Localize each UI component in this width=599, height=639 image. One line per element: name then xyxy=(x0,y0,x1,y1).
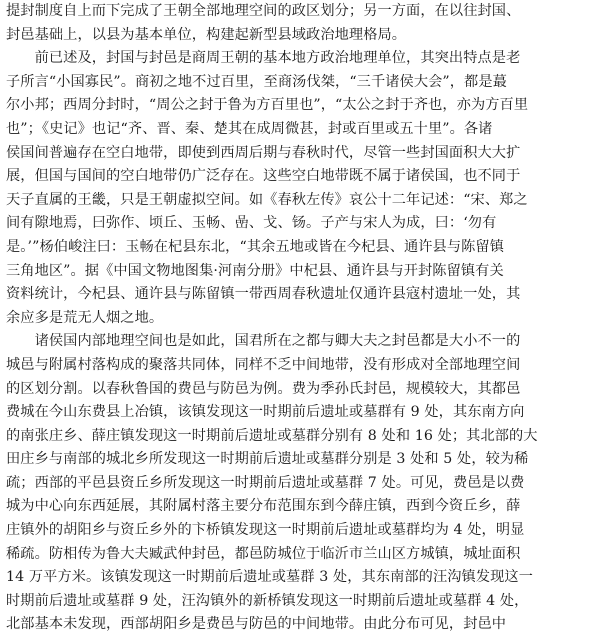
text-line: 费城在今山东费县上冶镇，该镇发现这一时期前后遗址或墓群有 9 处，其东南方向 xyxy=(6,404,525,421)
text-line: 资料统计，今杞县、通许县与陈留镇一带西周春秋遗址仅通许县寇村遗址一处，其 xyxy=(6,286,521,303)
text-line: 14 万平方米。该镇发现这一时期前后遗址或墓群 3 处，其东南部的汪沟镇发现这一 xyxy=(6,569,533,586)
text-line: 尔小邦；西周分封时，“周公之封于鲁为方百里也”，“太公之封于齐也，亦为方百里 xyxy=(6,97,529,114)
text-line: 天子直属的王畿，只是王朝虚拟空间。如《春秋左传》哀公十二年记述：“宋、郑之 xyxy=(6,191,528,208)
text-line: 间有隙地焉，曰弥作、顷丘、玉畅、嵒、戈、钖。子产与宋人为成，曰：‘勿有 xyxy=(6,215,497,232)
text-line: 子所言“小国寡民”。商初之地不过百里，至商汤伐桀，“三千诸侯大会”，都是蕞 xyxy=(6,73,507,90)
text-line: 的南张庄乡、薛庄镇发现这一时期前后遗址或墓群分别有 8 处和 16 处；其北部的大 xyxy=(6,427,538,444)
text-line: 城为中心向东西延展，其附属村落主要分布范围东到今薛庄镇，西到今资丘乡，薛 xyxy=(6,498,521,515)
text-line: 时期前后遗址或墓群 9 处，汪沟镇外的新桥镇发现这一时期前后遗址或墓群 4 处， xyxy=(6,592,529,609)
text-line: 城邑与附属村落构成的聚落共同体，同样不乏中间地带，没有形成对全部地理空间 xyxy=(6,356,521,373)
text-line: 展，但国与国间的空白地带仍广泛存在。这些空白地带既不属于诸侯国，也不同于 xyxy=(6,168,521,185)
text-line: 是。’”杨伯峻注曰：玉畅在杞县东北，“其余五地或皆在今杞县、通许县与陈留镇 xyxy=(6,238,504,255)
text-line: 疏；西部的平邑县资丘乡所发现这一时期前后遗址或墓群 7 处。可见，费邑是以费 xyxy=(6,474,525,491)
text-line: 侯国间普遍存在空白地带，即使到西周后期与春秋时代，尽管一些封国面积大大扩 xyxy=(6,144,521,161)
paragraph-start-line: 前已述及，封国与封邑是商周王朝的基本地方政治地理单位，其突出特点是老 xyxy=(6,50,521,67)
text-line: 田庄乡与南部的城北乡所发现这一时期前后遗址或墓群分别是 3 处和 5 处，较为稀 xyxy=(6,451,529,468)
text-line: 稀疏。防相传为鲁大夫臧武仲封邑，都邑防城位于临沂市兰山区方城镇，城址面积 xyxy=(6,545,521,562)
text-line: 提封制度自上而下完成了王朝全部地理空间的政区划分；另一方面，在以往封国、 xyxy=(6,3,521,19)
text-line: 余应多是荒无人烟之地。 xyxy=(6,309,164,326)
body-text xyxy=(6,0,596,637)
text-line: 北部基本未发现，西部胡阳乡是费邑与防邑的中间地带。由此分布可见，封邑中 xyxy=(6,616,507,633)
text-line: 三角地区”。据《中国文物地图集·河南分册》中杞县、通许县与开封陈留镇有关 xyxy=(6,262,504,279)
paragraph-start-line: 诸侯国内部地理空间也是如此，国君所在之都与卿大夫之封邑都是大小不一的 xyxy=(6,333,521,350)
text-line: 也”；《史记》也记“齐、晋、秦、楚其在成周微甚，封或百里或五十里”。各诸 xyxy=(6,120,493,137)
text-line: 庄镇外的胡阳乡与资丘乡外的卞桥镇发现这一时期前后遗址或墓群均为 4 处，明显 xyxy=(6,522,525,539)
text-line: 的区划分割。以春秋鲁国的费邑与防邑为例。费为季孙氏封邑，规模较大，其都邑 xyxy=(6,380,521,397)
text-line: 封邑基础上，以县为基本单位，构建起新型县域政治地理格局。 xyxy=(6,26,407,43)
